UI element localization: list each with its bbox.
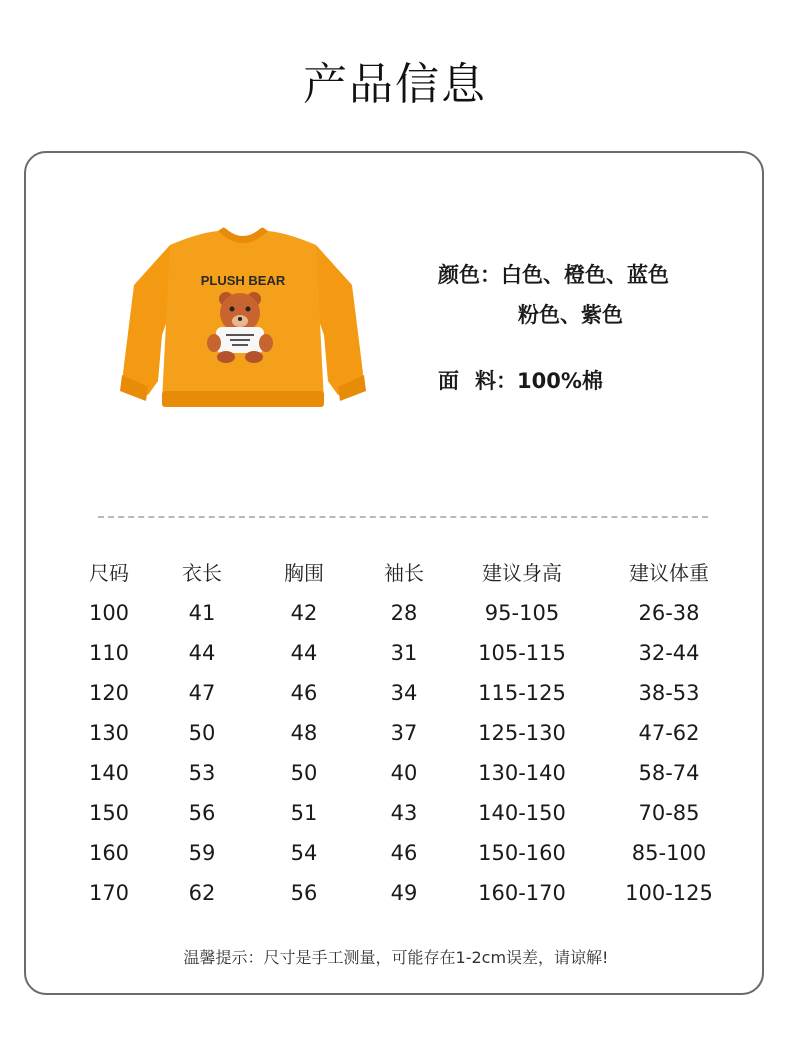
table-cell: 125-130	[478, 721, 566, 745]
product-info-card	[24, 151, 764, 995]
table-cell: 56	[188, 801, 216, 825]
table-cell: 120	[88, 681, 130, 705]
table-cell: 59	[188, 841, 216, 865]
header-cell: 建议体重	[629, 561, 709, 585]
spec-fabric	[438, 365, 603, 395]
table-row	[26, 793, 766, 833]
table-cell: 34	[390, 681, 418, 705]
table-cell: 160-170	[478, 881, 566, 905]
spec-color-line-1: 颜色：白色、橙色、蓝色	[438, 263, 669, 287]
table-cell: 58-74	[638, 761, 700, 785]
table-row	[26, 753, 766, 793]
table-cell: 41	[188, 601, 216, 625]
table-cell: 110	[88, 641, 130, 665]
table-cell: 26-38	[638, 601, 700, 625]
table-cell: 48	[290, 721, 318, 745]
table-header-row	[26, 553, 766, 593]
spec-fabric-label-1: 面	[438, 369, 459, 393]
table-cell: 44	[188, 641, 216, 665]
table-cell: 54	[290, 841, 318, 865]
header-cell: 建议身高	[482, 561, 562, 585]
table-cell: 49	[390, 881, 418, 905]
table-cell: 32-44	[638, 641, 700, 665]
table-cell: 31	[390, 641, 418, 665]
product-image-sweatshirt	[118, 215, 368, 415]
table-cell: 105-115	[478, 641, 566, 665]
table-cell: 70-85	[638, 801, 700, 825]
size-table	[26, 553, 766, 913]
table-cell: 50	[188, 721, 216, 745]
table-cell: 37	[390, 721, 418, 745]
table-cell: 160	[88, 841, 130, 865]
table-cell: 42	[290, 601, 318, 625]
spec-fabric-value: 100%棉	[517, 369, 603, 393]
table-row	[26, 713, 766, 753]
dashed-divider	[98, 516, 708, 518]
table-cell: 100	[88, 601, 130, 625]
table-row	[26, 593, 766, 633]
table-cell: 50	[290, 761, 318, 785]
header-cell: 衣长	[182, 561, 222, 585]
table-cell: 100-125	[625, 881, 713, 905]
table-cell: 140-150	[478, 801, 566, 825]
table-cell: 170	[88, 881, 130, 905]
table-cell: 130-140	[478, 761, 566, 785]
table-cell: 95-105	[484, 601, 560, 625]
table-cell: 56	[290, 881, 318, 905]
page-title: 产品信息	[303, 59, 487, 110]
table-cell: 46	[390, 841, 418, 865]
table-cell: 85-100	[631, 841, 707, 865]
table-cell: 47-62	[638, 721, 700, 745]
header-cell: 尺码	[89, 561, 129, 585]
table-cell: 130	[88, 721, 130, 745]
print-text: PLUSH BEAR	[200, 273, 286, 288]
header-cell: 胸围	[284, 561, 324, 585]
table-cell: 150-160	[478, 841, 566, 865]
collar-inner	[222, 225, 264, 231]
table-cell: 40	[390, 761, 418, 785]
spec-color-line-2: 粉色、紫色	[518, 303, 623, 327]
sweatshirt-hem	[162, 391, 324, 407]
table-cell: 44	[290, 641, 318, 665]
table-row	[26, 633, 766, 673]
table-cell: 51	[290, 801, 318, 825]
table-cell: 62	[188, 881, 216, 905]
spec-fabric-label-2: 料：	[475, 369, 517, 393]
table-cell: 140	[88, 761, 130, 785]
table-cell: 115-125	[478, 681, 566, 705]
table-row	[26, 673, 766, 713]
table-cell: 46	[290, 681, 318, 705]
table-cell: 47	[188, 681, 216, 705]
table-cell: 150	[88, 801, 130, 825]
table-cell: 53	[188, 761, 216, 785]
table-cell: 38-53	[638, 681, 700, 705]
header-cell: 袖长	[384, 561, 424, 585]
table-cell: 28	[390, 601, 418, 625]
table-row	[26, 833, 766, 873]
measurement-note: 温馨提示：尺寸是手工测量，可能存在1-2cm误差，请谅解!	[183, 948, 609, 967]
table-cell: 43	[390, 801, 418, 825]
table-row	[26, 873, 766, 913]
